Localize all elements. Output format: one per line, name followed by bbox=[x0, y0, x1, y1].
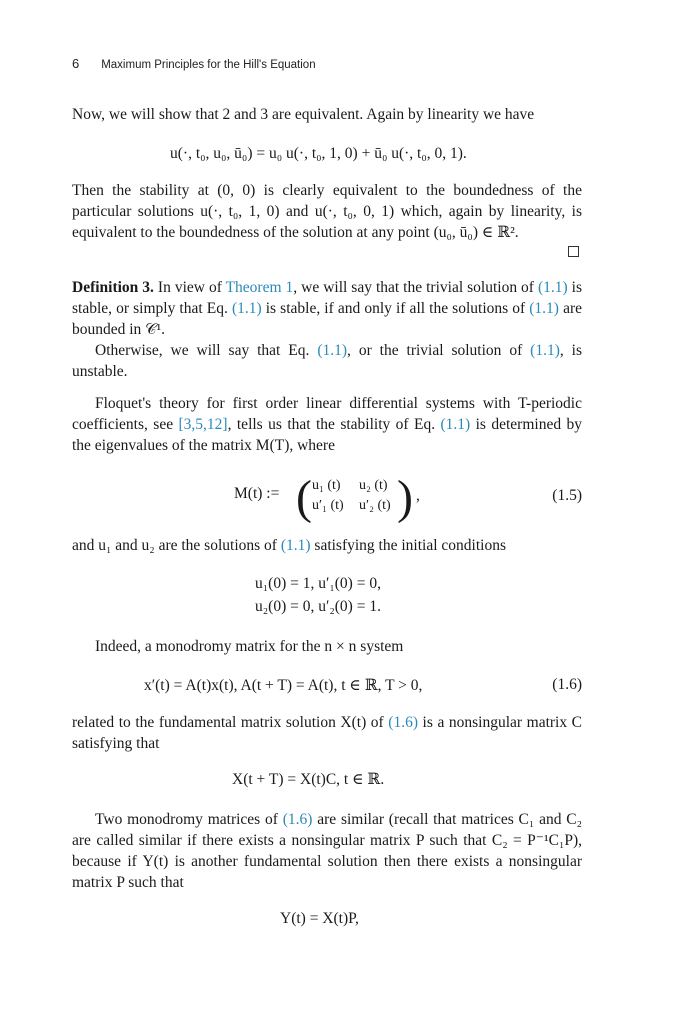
equation-number-1-6: (1.6) bbox=[552, 676, 582, 693]
eq-1-1-link[interactable]: (1.1) bbox=[280, 537, 311, 554]
definition-text: , we will say that the trivial solution of bbox=[293, 279, 538, 296]
paragraph-text: Otherwise, we will say that Eq. bbox=[95, 342, 318, 359]
paragraph-text: are similar (recall that matrices C₁ and C₂ are called similar if there exists a nonsingular matrix P such that C₂ = P⁻¹C₁P), because if Y(t) is another fundamental solution then there exists a nonsingular matrix P such that bbox=[72, 811, 582, 891]
eq-1-1-link[interactable]: (1.1) bbox=[440, 416, 471, 433]
citation-link[interactable]: [3,5,12] bbox=[178, 416, 228, 433]
definition-text: is stable, if and only if all the solutions of bbox=[261, 300, 530, 317]
paragraph-otherwise bbox=[72, 340, 582, 382]
paragraph-text: satisfying the initial conditions bbox=[310, 537, 506, 554]
page-number: 6 bbox=[72, 56, 80, 71]
equation-monodromy: X(t + T) = X(t)C, t ∈ ℝ. bbox=[232, 771, 385, 788]
paragraph-text: , tells us that the stability of Eq. bbox=[227, 416, 441, 433]
equation-linearity: u(·, t₀, u₀, ū₀) = u₀ u(·, t₀, 1, 0) + ū₀ u(·, t₀, 0, 1). bbox=[170, 145, 467, 162]
equation-system: x′(t) = A(t)x(t), A(t + T) = A(t), t ∈ ℝ, T > 0, bbox=[144, 677, 423, 694]
paragraph-related bbox=[72, 712, 582, 754]
left-paren: ( bbox=[296, 471, 312, 524]
equation-init-2: u₂(0) = 0, u′₂(0) = 1. bbox=[255, 598, 381, 615]
equation-init-1: u₁(0) = 1, u′₁(0) = 0, bbox=[255, 575, 381, 592]
paragraph-text: related to the fundamental matrix solution X(t) of bbox=[72, 714, 389, 731]
paragraph-text: , or the trivial solution of bbox=[347, 342, 531, 359]
definition-text: is stable, or simply that Eq. bbox=[72, 279, 583, 317]
eq-1-1-link[interactable]: (1.1) bbox=[530, 342, 560, 359]
running-header bbox=[72, 56, 316, 71]
qed-box bbox=[568, 246, 579, 257]
paragraph-stability: Then the stability at (0, 0) is clearly equivalent to the boundedness of the particular solutions u(·, t₀, 1, 0) and u(·, t₀, 0, 1) which, again by linearity, is equivalent to the boundedness of the solution at any point (u₀, ū₀) ∈ ℝ². bbox=[72, 182, 582, 241]
paragraph-equivalence: Now, we will show that 2 and 3 are equivalent. Again by linearity we have bbox=[72, 106, 535, 123]
eq-1-1-link[interactable]: (1.1) bbox=[529, 300, 559, 317]
eq-1-1-link[interactable]: (1.1) bbox=[231, 300, 262, 317]
paragraph-floquet bbox=[72, 393, 582, 456]
eq-1-6-link[interactable]: (1.6) bbox=[282, 811, 313, 828]
eq-1-6-link[interactable]: (1.6) bbox=[388, 714, 418, 731]
paragraph-text: is a nonsingular matrix C satisfying that bbox=[72, 714, 582, 752]
paragraph-text: Two monodromy matrices of bbox=[95, 811, 283, 828]
matrix-cell: u₁ (t) bbox=[312, 478, 341, 493]
theorem-1-link[interactable]: Theorem 1 bbox=[225, 279, 294, 296]
eq-1-1-link[interactable]: (1.1) bbox=[537, 279, 568, 296]
matrix-tail: , bbox=[416, 487, 420, 504]
equation-number-1-5: (1.5) bbox=[552, 487, 582, 504]
paragraph-text: , is unstable. bbox=[72, 342, 583, 380]
paragraph-text: and u₁ and u₂ are the solutions of bbox=[72, 537, 281, 554]
paragraph-two-monodromy bbox=[72, 809, 582, 893]
eq-1-1-link[interactable]: (1.1) bbox=[317, 342, 348, 359]
definition-3 bbox=[72, 277, 582, 340]
right-paren: ) bbox=[397, 471, 413, 524]
matrix-lhs: M(t) := bbox=[234, 485, 280, 502]
running-title: Maximum Principles for the Hill's Equation bbox=[101, 59, 316, 71]
matrix-cell: u′₁ (t) bbox=[312, 498, 344, 513]
definition-label: Definition 3. bbox=[72, 279, 154, 296]
paragraph-text: is determined by the eigenvalues of the matrix M(T), where bbox=[72, 416, 582, 454]
equation-similarity: Y(t) = X(t)P, bbox=[280, 910, 359, 927]
paragraph-text: Floquet's theory for first order linear differential systems with T-periodic coefficients, see bbox=[72, 395, 582, 433]
matrix-cell: u′₂ (t) bbox=[359, 498, 391, 513]
matrix-cell: u₂ (t) bbox=[359, 478, 388, 493]
paragraph-indeed: Indeed, a monodromy matrix for the n × n system bbox=[95, 638, 404, 655]
definition-text: are bounded in 𝒞¹. bbox=[72, 300, 582, 338]
definition-text: In view of bbox=[157, 279, 226, 296]
paragraph-and bbox=[72, 535, 582, 556]
